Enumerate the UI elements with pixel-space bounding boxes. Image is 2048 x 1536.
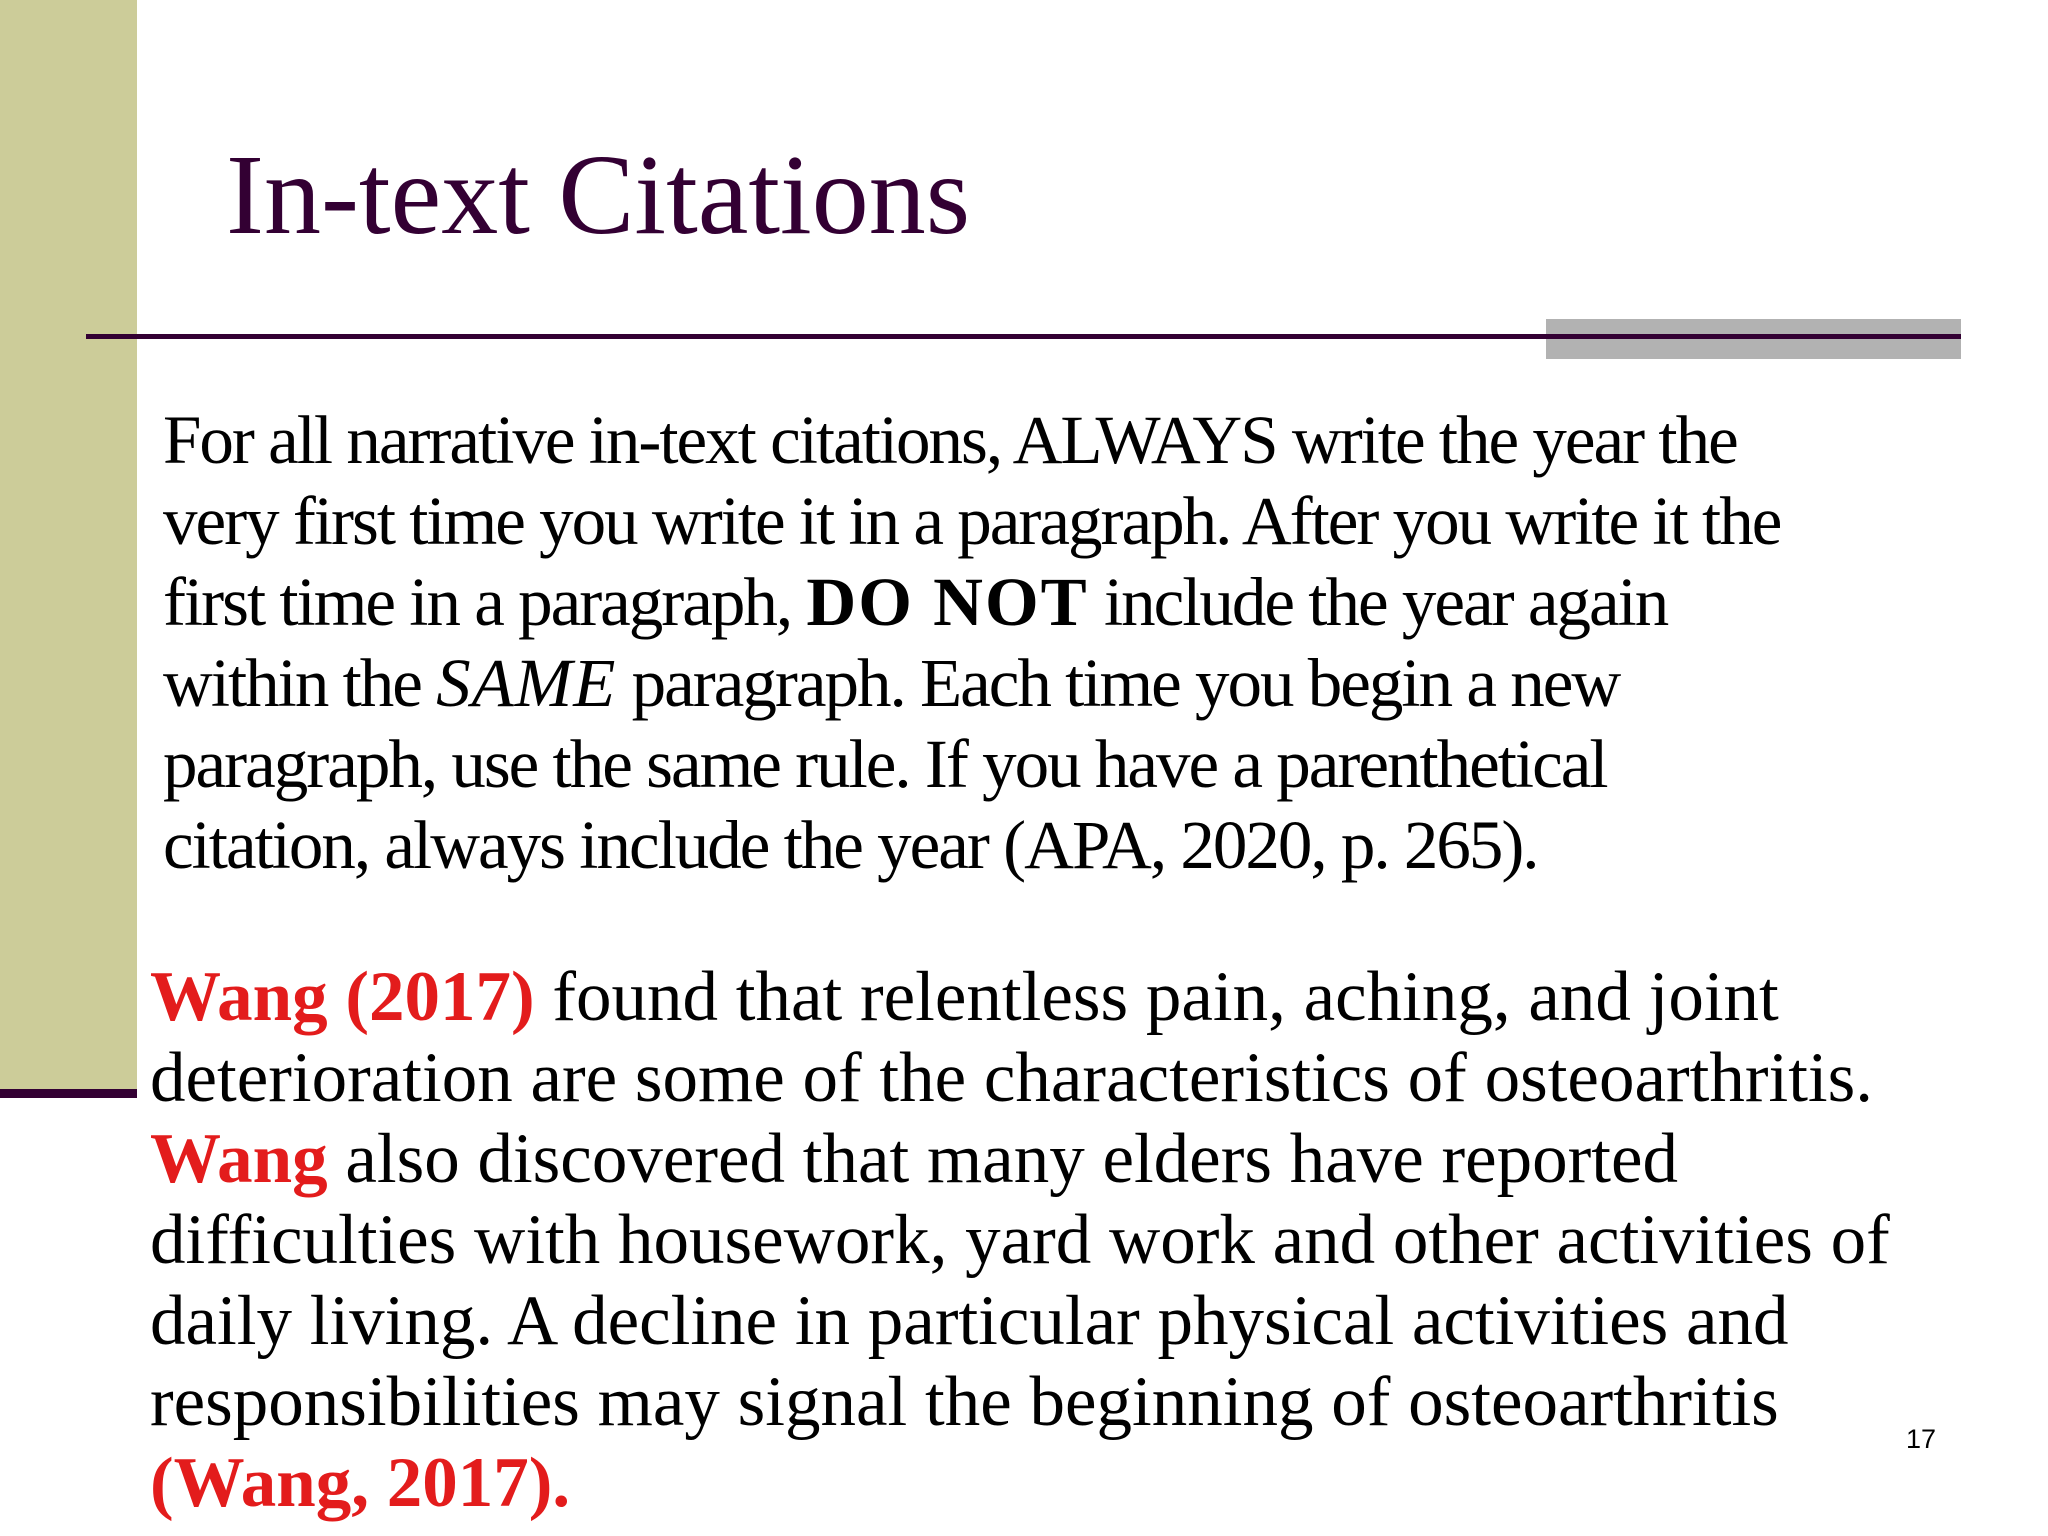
example-line-1-text: found that relentless pain, aching, and joint [534,958,1779,1036]
rule-line-3 [163,562,2023,643]
example-line-3 [150,1119,2030,1200]
rule-line-5: paragraph, use the same rule. If you have a parenthetical [163,726,1607,802]
rule-line-4-end: paragraph. Each time you begin a new [616,645,1620,721]
same-emphasis: SAME [436,645,617,721]
example-line-3-text: also discovered that many elders have reported [327,1120,1679,1198]
example-line-2: deterioration are some of the characteristics of osteoarthritis. [150,1039,1874,1117]
example-paragraph [150,957,2030,1524]
do-not-emphasis: DO NOT [806,564,1089,640]
example-line-5: daily living. A decline in particular physical activities and [150,1282,1789,1360]
citation-narrative-first: Wang (2017) [150,958,535,1036]
left-accent-bar [0,0,137,1097]
rule-line-4-start: within the [163,645,437,721]
slide-title: In-text Citations [226,131,971,258]
rule-line-2: very first time you write it in a paragraph. After you write it the [163,483,1781,559]
citation-narrative-repeat: Wang [150,1120,328,1198]
rule-line-6: citation, always include the year (APA, 2020, p. 265). [163,807,1538,883]
citation-parenthetical: (Wang, 2017). [150,1444,571,1522]
slide-page-number: 17 [1906,1424,1937,1454]
title-rule-accent-block [1546,319,1961,359]
rule-line-3-start: first time in a paragraph, [163,564,807,640]
example-line-4: difficulties with housework, yard work and other activities of [150,1201,1890,1279]
rule-line-4 [163,643,2023,724]
left-accent-rule [0,1089,137,1098]
rule-paragraph [163,400,2023,886]
title-rule-accent-line [1546,334,1961,339]
example-line-6: responsibilities may signal the beginning of osteoarthritis [150,1363,1779,1441]
rule-line-3-end: include the year again [1088,564,1668,640]
example-line-1 [150,957,2030,1038]
rule-line-1: For all narrative in-text citations, ALWAYS write the year the [163,402,1737,478]
